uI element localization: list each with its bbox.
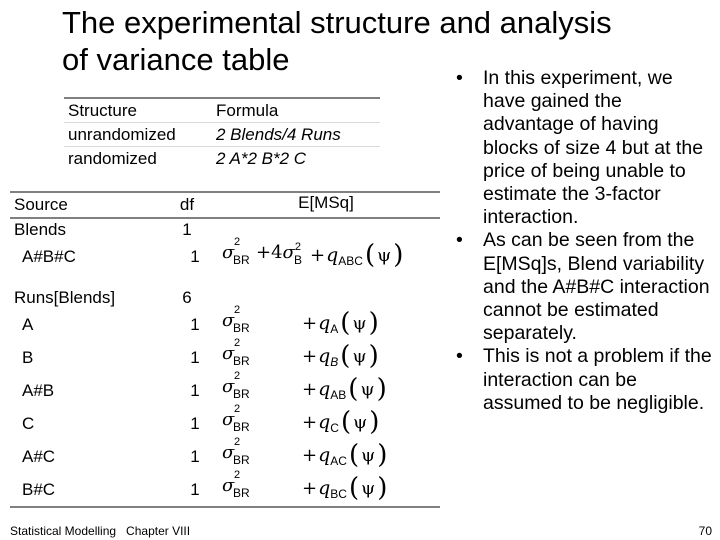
table-row [10, 370, 440, 407]
formula-cell: 2 A*2 B*2 C [216, 148, 307, 168]
ems-expression [210, 469, 440, 506]
df-cell: 1 [190, 479, 200, 499]
bullet-icon: • [456, 229, 463, 252]
bullet-icon: • [456, 345, 463, 368]
df-cell: 1 [190, 246, 200, 266]
title-line-2: of variance table [62, 42, 290, 77]
formula-cell: 2 Blends/4 Runs [216, 124, 341, 144]
anova-table [10, 191, 440, 508]
source-header: Source [14, 195, 68, 214]
table-row [10, 236, 440, 273]
table-row [10, 287, 440, 308]
sigma-br-term: σ 2 BR [222, 236, 250, 267]
source-cell: C [22, 413, 35, 433]
table-spacer [10, 273, 440, 287]
bullet-text: In this experiment, we have gained the advantage of having blocks of size 4 but at the price of being unable to estimate the 3-factor interaction. [483, 67, 704, 229]
df-cell: 1 [190, 413, 200, 433]
q-psi-term: + q ABC ( ψ ) [310, 240, 404, 270]
source-cell: Blends [14, 219, 66, 239]
ems-expression [210, 403, 440, 440]
page-number: 70 [698, 524, 712, 538]
bullet-text: As can be seen from the E[MSq]s, Blend variability and the A#B#C interaction cannot be estimated separately. [483, 229, 710, 345]
table-row [10, 436, 440, 473]
sigma-br-term: σ 2 BR [222, 337, 250, 368]
table-row [10, 304, 440, 341]
q-psi-term: + q BC ( ψ ) [302, 473, 388, 503]
structure-header-row [64, 99, 380, 123]
df-cell: 1 [190, 347, 200, 367]
q-psi-term: + q AB ( ψ ) [302, 374, 387, 404]
table-row [10, 219, 440, 240]
ems-expression [210, 304, 440, 341]
structure-cell: randomized [68, 148, 157, 168]
q-psi-term: + q C ( ψ ) [302, 407, 380, 437]
source-cell: A#C [22, 446, 56, 466]
ems-expression [210, 236, 440, 273]
sigma-br-term: σ 2 BR [222, 436, 250, 467]
bullet-item [448, 229, 716, 345]
q-psi-term: + q B ( ψ ) [302, 341, 379, 371]
source-cell: A#B#C [22, 246, 76, 266]
bullet-text: This is not a problem if the interaction can be assumed to be negligible. [483, 345, 712, 414]
structure-cell: unrandomized [68, 124, 176, 144]
table-row [64, 123, 380, 147]
sigma-br-term: σ 2 BR [222, 403, 250, 434]
table-bottom-rule [10, 506, 440, 508]
sigma-br-term: σ 2 BR [222, 469, 250, 500]
bullet-item [448, 345, 716, 415]
source-cell: A#B [22, 380, 55, 400]
table-row [10, 403, 440, 440]
bullet-list [448, 67, 716, 415]
source-cell: B#C [22, 479, 56, 499]
footer-text: Statistical Modelling Chapter VIII [10, 524, 191, 538]
title-line-1: The experimental structure and analysis [62, 5, 612, 40]
bullet-item [448, 67, 716, 229]
table-row [10, 469, 440, 506]
q-psi-term: + q A ( ψ ) [302, 308, 379, 338]
structure-table [64, 97, 380, 170]
ems-expression [210, 370, 440, 407]
df-header: df [179, 195, 195, 214]
df-cell: 1 [190, 446, 200, 466]
ems-header: E[MSq] [298, 193, 354, 212]
anova-header-row [10, 193, 440, 219]
df-cell: 1 [190, 314, 200, 334]
bullet-icon: • [456, 67, 463, 89]
sigma-br-term: σ 2 BR [222, 370, 250, 401]
source-cell: B [22, 347, 34, 367]
df-cell: 1 [182, 219, 192, 239]
table-row [64, 147, 380, 170]
df-cell: 1 [190, 380, 200, 400]
source-cell: Runs[Blends] [14, 287, 116, 307]
ems-expression [210, 436, 440, 473]
q-psi-term: + q AC ( ψ ) [302, 440, 388, 470]
ems-expression [210, 337, 440, 374]
table-row [10, 337, 440, 374]
source-cell: A [22, 314, 34, 334]
structure-header: Structure [68, 100, 137, 120]
four-sigma-b-term: $+4\sigma^2_B$ [256, 241, 302, 267]
sigma-br-term: σ 2 BR [222, 304, 250, 335]
formula-header: Formula [216, 100, 279, 120]
df-cell: 6 [182, 287, 192, 307]
